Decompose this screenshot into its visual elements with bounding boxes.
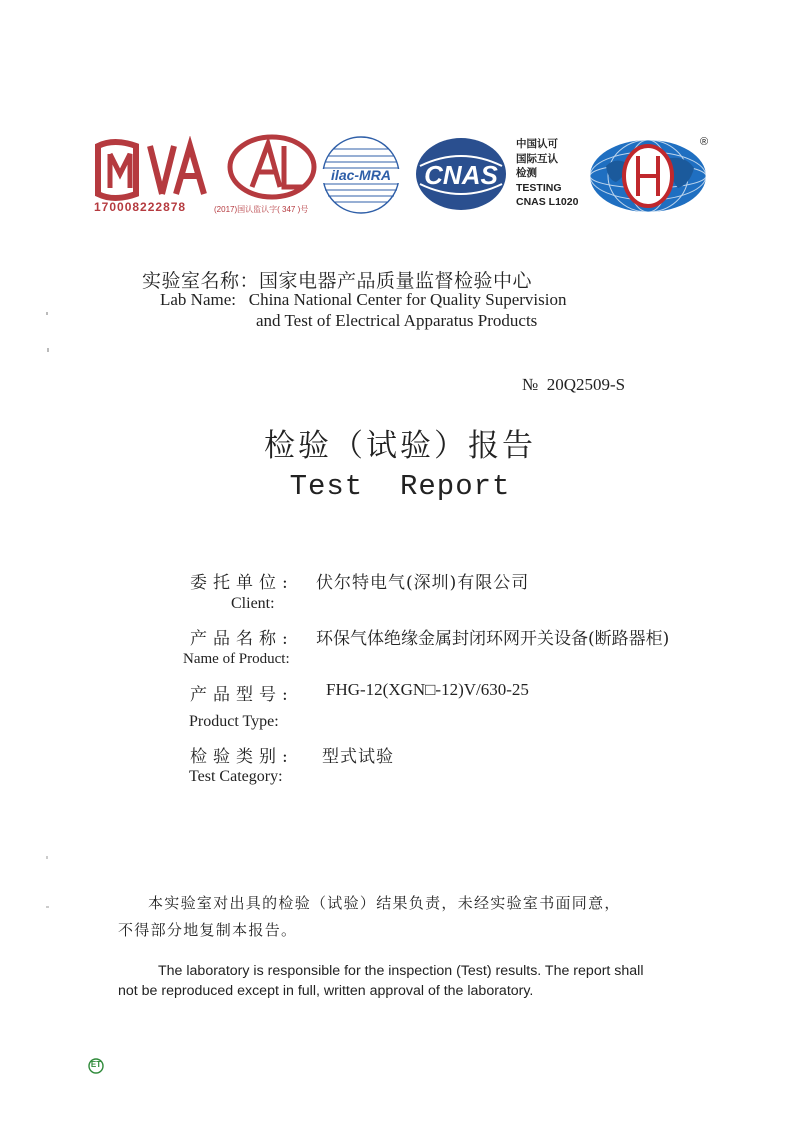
notice-en-line1: The laboratory is responsible for the inspection (Test) results. The report shall — [158, 963, 644, 979]
product-name-label-cn: 产品名称: — [190, 629, 294, 649]
cma-logo — [92, 136, 210, 216]
notice-cn-line2: 不得部分地复制本报告。 — [118, 921, 298, 939]
registered-mark: ® — [700, 136, 709, 148]
ilac-mra-logo — [320, 134, 402, 216]
test-category-label-en: Test Category: — [189, 768, 283, 785]
cnas-text: CNAS — [424, 160, 498, 190]
ilac-text: ilac-MRA — [331, 167, 391, 183]
cnas-logo — [414, 136, 508, 212]
client-label-cn: 委托单位: — [190, 573, 294, 593]
scan-speck — [46, 856, 48, 859]
cma-emblem-icon — [92, 136, 210, 204]
cal-logo — [214, 132, 324, 222]
lab-name-en-line2: and Test of Electrical Apparatus Products — [256, 311, 538, 330]
product-type-label-cn: 产品型号: — [190, 685, 294, 705]
scan-speck — [46, 906, 49, 908]
cnas-caption — [516, 137, 578, 210]
scan-speck — [47, 348, 49, 352]
footer-stamp-text: ET — [90, 1060, 102, 1069]
test-category-label-cn: 检验类别: — [190, 747, 294, 767]
cal-emblem-icon — [222, 132, 322, 202]
cnas-caption-line: CNAS L1020 — [516, 196, 579, 208]
cnas-caption-line: 检测 — [516, 167, 537, 179]
cnas-caption-line: 中国认可 — [516, 138, 558, 150]
client-label-en: Client: — [231, 595, 275, 612]
product-type-label-en: Product Type: — [189, 713, 279, 730]
test-category-value: 型式试验 — [322, 747, 394, 767]
notice-cn-line1: 本实验室对出具的检验（试验）结果负责，未经实验室书面同意， — [148, 894, 621, 912]
client-value: 伏尔特电气(深圳)有限公司 — [316, 573, 530, 593]
product-type-value: FHG-12(XGN□-12)V/630-25 — [326, 680, 529, 699]
report-title-cn: 检验（试验）报告 — [264, 428, 536, 464]
scan-speck — [46, 312, 48, 315]
notice-en-line2: not be reproduced except in full, written approval of the laboratory. — [118, 983, 534, 999]
cal-caption: (2017)国认监认字( 347 )号 — [214, 205, 309, 214]
product-name-label-en: Name of Product: — [183, 651, 290, 667]
report-title-en: Test Report — [289, 470, 511, 503]
notice-cn — [118, 890, 718, 944]
notice-en — [118, 961, 718, 1001]
product-name-value: 环保气体绝缘金属封闭环网开关设备(断路器柜) — [316, 629, 670, 649]
cma-number: 170008222878 — [94, 200, 187, 214]
lab-name-cn: 实验室名称：国家电器产品质量监督检验中心 — [142, 270, 533, 292]
footer-stamp — [88, 1058, 104, 1074]
cqc-logo — [586, 136, 714, 216]
cnas-caption-line: TESTING — [516, 181, 562, 194]
cnas-caption-line: 国际互认 — [516, 152, 558, 165]
lab-name-en-line1: Lab Name: China National Center for Quality Supervision — [160, 290, 567, 309]
cqc-globe-icon — [586, 136, 714, 216]
report-number: № 20Q2509-S — [522, 375, 626, 394]
